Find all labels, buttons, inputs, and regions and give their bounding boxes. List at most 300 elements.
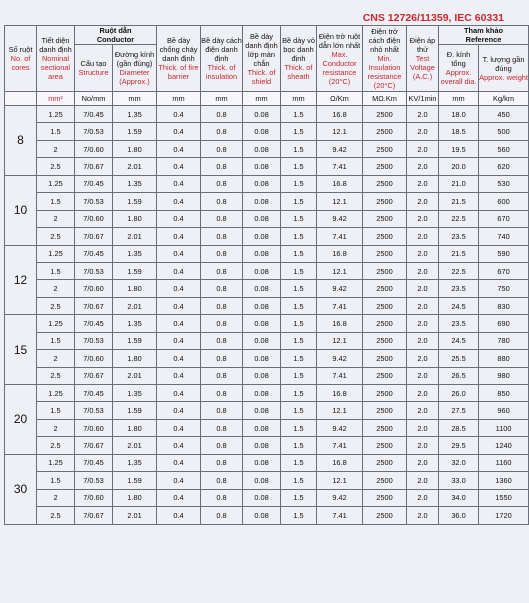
- table-cell: 1360: [479, 472, 529, 489]
- table-cell: 0.08: [243, 332, 281, 349]
- table-cell: 34.0: [439, 489, 479, 506]
- table-cell: 7/0.53: [75, 193, 113, 210]
- table-cell: 1.80: [113, 280, 157, 297]
- table-cell: 24.5: [439, 332, 479, 349]
- table-cell: 0.4: [157, 280, 201, 297]
- table-cell: 25.5: [439, 350, 479, 367]
- table-cell: 2.5: [37, 158, 75, 175]
- table-cell: 0.8: [201, 262, 243, 279]
- unit-cell: mm²: [37, 92, 75, 106]
- table-cell: 2500: [363, 385, 407, 402]
- table-cell: 1.25: [37, 385, 75, 402]
- table-cell: 20.0: [439, 158, 479, 175]
- table-cell: 1.5: [281, 280, 317, 297]
- table-cell: 0.08: [243, 350, 281, 367]
- table-cell: 0.8: [201, 489, 243, 506]
- table-cell: 1.5: [281, 262, 317, 279]
- header-conductor-resistance: Điện trở ruột dẫn lớn nhất Max. Conductor resistance (20°C): [317, 26, 363, 92]
- table-cell: 18.0: [439, 106, 479, 123]
- table-cell: 560: [479, 140, 529, 157]
- table-cell: 21.5: [439, 245, 479, 262]
- table-cell: 2500: [363, 507, 407, 524]
- table-cell: 1.5: [37, 123, 75, 140]
- table-cell: 7/0.45: [75, 385, 113, 402]
- table-cell: 28.5: [439, 419, 479, 436]
- table-cell: 9.42: [317, 140, 363, 157]
- table-cell: 7/0.67: [75, 507, 113, 524]
- unit-cell: mm: [281, 92, 317, 106]
- table-cell: 2: [37, 489, 75, 506]
- table-cell: 1.5: [281, 245, 317, 262]
- table-cell: 0.08: [243, 315, 281, 332]
- table-row: [5, 472, 529, 489]
- table-cell: 16.8: [317, 385, 363, 402]
- table-cell: 2.01: [113, 507, 157, 524]
- table-cell: 2500: [363, 315, 407, 332]
- table-cell: 2.0: [407, 106, 439, 123]
- table-cell: 0.08: [243, 419, 281, 436]
- table-cell: 12.1: [317, 472, 363, 489]
- table-cell: 0.4: [157, 507, 201, 524]
- table-cell: 36.0: [439, 507, 479, 524]
- table-cell: 2: [37, 419, 75, 436]
- table-cell: 1.5: [281, 437, 317, 454]
- table-cell: 0.08: [243, 437, 281, 454]
- table-cell: 590: [479, 245, 529, 262]
- table-cell: 0.08: [243, 228, 281, 245]
- table-cell: 2500: [363, 489, 407, 506]
- table-cell: 2500: [363, 158, 407, 175]
- table-cell: 26.0: [439, 385, 479, 402]
- units-row: [5, 92, 529, 106]
- table-cell: 1.5: [281, 193, 317, 210]
- header-sheath: Bề dày vỏ bọc danh định Thick. of sheath: [281, 26, 317, 92]
- table-cell: 1160: [479, 454, 529, 471]
- unit-cell: No/mm: [75, 92, 113, 106]
- table-cell: 0.08: [243, 454, 281, 471]
- table-cell: 2.5: [37, 507, 75, 524]
- table-cell: 0.08: [243, 472, 281, 489]
- table-cell: 7/0.60: [75, 419, 113, 436]
- table-row: [5, 228, 529, 245]
- table-cell: 16.8: [317, 454, 363, 471]
- table-cell: 0.4: [157, 123, 201, 140]
- unit-cell: KV/1min: [407, 92, 439, 106]
- header-insulation: Bề dày cách điện danh định Thick. of insulation: [201, 26, 243, 92]
- table-cell: 23.5: [439, 280, 479, 297]
- header-section: Tiết diện danh định Nominal sectional area: [37, 26, 75, 92]
- table-cell: 1.35: [113, 175, 157, 192]
- table-cell: 0.8: [201, 228, 243, 245]
- table-cell: 1.25: [37, 315, 75, 332]
- table-cell: 2500: [363, 297, 407, 314]
- table-cell: 18.5: [439, 123, 479, 140]
- unit-cell: mm: [439, 92, 479, 106]
- table-cell: 7/0.45: [75, 454, 113, 471]
- units-cell-blank: [5, 92, 37, 106]
- table-cell: 0.08: [243, 280, 281, 297]
- table-cell: 670: [479, 262, 529, 279]
- table-cell: 7/0.60: [75, 350, 113, 367]
- table-cell: 2.0: [407, 367, 439, 384]
- unit-cell: mm: [201, 92, 243, 106]
- table-cell: 960: [479, 402, 529, 419]
- table-cell: 7/0.45: [75, 106, 113, 123]
- table-cell: 1.5: [37, 472, 75, 489]
- unit-cell: mm: [243, 92, 281, 106]
- table-cell: 2500: [363, 454, 407, 471]
- header-overall-dia: Đ. kính tổng Approx. overall dia.: [439, 45, 479, 92]
- table-row: [5, 210, 529, 227]
- table-cell: 1.5: [281, 106, 317, 123]
- table-cell: 7.41: [317, 297, 363, 314]
- cores-count-cell: 8: [5, 106, 37, 176]
- table-cell: 0.8: [201, 280, 243, 297]
- unit-cell: mm: [113, 92, 157, 106]
- table-cell: 2.01: [113, 228, 157, 245]
- table-cell: 670: [479, 210, 529, 227]
- table-row: [5, 385, 529, 402]
- table-cell: 0.8: [201, 245, 243, 262]
- table-cell: 0.8: [201, 367, 243, 384]
- table-cell: 0.4: [157, 315, 201, 332]
- table-cell: 2500: [363, 245, 407, 262]
- standard-reference: CNS 12726/11359, IEC 60331: [362, 12, 504, 24]
- table-cell: 2500: [363, 332, 407, 349]
- table-cell: 1720: [479, 507, 529, 524]
- table-cell: 7/0.60: [75, 280, 113, 297]
- table-cell: 1.5: [281, 210, 317, 227]
- table-cell: 2500: [363, 350, 407, 367]
- table-cell: 1.35: [113, 245, 157, 262]
- table-cell: 780: [479, 332, 529, 349]
- table-cell: 0.8: [201, 210, 243, 227]
- table-cell: 750: [479, 280, 529, 297]
- table-cell: 0.4: [157, 367, 201, 384]
- table-cell: 2.01: [113, 158, 157, 175]
- table-cell: 0.4: [157, 350, 201, 367]
- table-row: [5, 175, 529, 192]
- table-row: [5, 437, 529, 454]
- unit-cell: Ω/Km: [317, 92, 363, 106]
- table-cell: 0.8: [201, 158, 243, 175]
- table-cell: 2.01: [113, 367, 157, 384]
- table-cell: 0.8: [201, 123, 243, 140]
- table-cell: 2500: [363, 123, 407, 140]
- table-cell: 2500: [363, 210, 407, 227]
- table-cell: 2.0: [407, 193, 439, 210]
- header-cores: Số ruột No. of cores: [5, 26, 37, 92]
- table-cell: 7/0.45: [75, 175, 113, 192]
- table-row: [5, 245, 529, 262]
- table-cell: 2.0: [407, 489, 439, 506]
- table-cell: 0.4: [157, 210, 201, 227]
- table-cell: 1.5: [281, 385, 317, 402]
- table-cell: 980: [479, 367, 529, 384]
- cores-count-cell: 30: [5, 454, 37, 524]
- table-row: [5, 350, 529, 367]
- table-cell: 9.42: [317, 210, 363, 227]
- unit-cell: MΩ.Km: [363, 92, 407, 106]
- table-cell: 2.0: [407, 402, 439, 419]
- header-insulation-resistance: Điện trở cách điện nhỏ nhất Min. Insulation resistance (20°C): [363, 26, 407, 92]
- table-cell: 2.0: [407, 350, 439, 367]
- table-cell: 16.8: [317, 175, 363, 192]
- table-cell: 1.80: [113, 140, 157, 157]
- table-cell: 7/0.53: [75, 123, 113, 140]
- table-cell: 0.8: [201, 175, 243, 192]
- cores-count-cell: 12: [5, 245, 37, 315]
- table-cell: 1.5: [281, 472, 317, 489]
- table-cell: 0.4: [157, 454, 201, 471]
- table-cell: 0.8: [201, 454, 243, 471]
- table-cell: 1.35: [113, 454, 157, 471]
- table-cell: 0.8: [201, 297, 243, 314]
- table-row: [5, 332, 529, 349]
- cable-spec-table: [4, 25, 529, 525]
- table-cell: 0.4: [157, 402, 201, 419]
- table-cell: 21.5: [439, 193, 479, 210]
- table-cell: 0.08: [243, 402, 281, 419]
- table-cell: 1.5: [281, 367, 317, 384]
- table-cell: 2500: [363, 437, 407, 454]
- table-cell: 2.0: [407, 158, 439, 175]
- table-cell: 2.0: [407, 437, 439, 454]
- cores-count-cell: 15: [5, 315, 37, 385]
- table-cell: 1.5: [281, 350, 317, 367]
- table-cell: 9.42: [317, 280, 363, 297]
- table-cell: 7.41: [317, 507, 363, 524]
- table-cell: 2500: [363, 472, 407, 489]
- table-cell: 0.4: [157, 489, 201, 506]
- table-cell: 1.5: [37, 402, 75, 419]
- table-cell: 0.4: [157, 262, 201, 279]
- table-row: [5, 193, 529, 210]
- table-row: [5, 262, 529, 279]
- table-cell: 2500: [363, 106, 407, 123]
- table-cell: 0.8: [201, 332, 243, 349]
- table-cell: 0.8: [201, 140, 243, 157]
- table-cell: 0.08: [243, 123, 281, 140]
- table-cell: 2.0: [407, 262, 439, 279]
- table-cell: 2: [37, 210, 75, 227]
- table-cell: 0.08: [243, 385, 281, 402]
- table-cell: 1.25: [37, 245, 75, 262]
- table-cell: 740: [479, 228, 529, 245]
- table-cell: 830: [479, 297, 529, 314]
- table-cell: 21.0: [439, 175, 479, 192]
- table-cell: 16.8: [317, 315, 363, 332]
- header-diameter: Đường kính (gần đúng) Diameter (Approx.): [113, 45, 157, 92]
- table-cell: 2.0: [407, 280, 439, 297]
- table-cell: 12.1: [317, 123, 363, 140]
- table-cell: 1.5: [37, 262, 75, 279]
- table-cell: 7/0.60: [75, 489, 113, 506]
- cores-count-cell: 20: [5, 385, 37, 455]
- table-cell: 1.59: [113, 402, 157, 419]
- table-cell: 620: [479, 158, 529, 175]
- table-cell: 22.5: [439, 262, 479, 279]
- table-cell: 0.08: [243, 106, 281, 123]
- table-cell: 2.0: [407, 297, 439, 314]
- table-cell: 24.5: [439, 297, 479, 314]
- table-cell: 7.41: [317, 158, 363, 175]
- table-cell: 0.4: [157, 228, 201, 245]
- table-row: [5, 106, 529, 123]
- table-cell: 1.5: [281, 228, 317, 245]
- table-cell: 530: [479, 175, 529, 192]
- table-cell: 2.0: [407, 332, 439, 349]
- table-cell: 2.0: [407, 245, 439, 262]
- table-cell: 0.08: [243, 297, 281, 314]
- table-cell: 1.35: [113, 385, 157, 402]
- table-cell: 1.5: [37, 193, 75, 210]
- table-cell: 1.80: [113, 489, 157, 506]
- table-cell: 7/0.67: [75, 367, 113, 384]
- table-cell: 23.5: [439, 228, 479, 245]
- table-cell: 7/0.67: [75, 297, 113, 314]
- table-cell: 2500: [363, 140, 407, 157]
- table-cell: 2.0: [407, 228, 439, 245]
- table-cell: 9.42: [317, 419, 363, 436]
- table-cell: 1.59: [113, 332, 157, 349]
- table-cell: 1.35: [113, 315, 157, 332]
- table-cell: 0.4: [157, 245, 201, 262]
- table-cell: 0.8: [201, 472, 243, 489]
- table-cell: 2.0: [407, 472, 439, 489]
- table-cell: 2.0: [407, 507, 439, 524]
- table-cell: 0.08: [243, 175, 281, 192]
- table-cell: 7.41: [317, 367, 363, 384]
- table-cell: 0.4: [157, 193, 201, 210]
- table-cell: 29.5: [439, 437, 479, 454]
- table-cell: 7/0.67: [75, 228, 113, 245]
- table-cell: 0.08: [243, 507, 281, 524]
- table-row: [5, 454, 529, 471]
- table-cell: 2.5: [37, 297, 75, 314]
- table-row: [5, 280, 529, 297]
- table-cell: 7/0.53: [75, 262, 113, 279]
- table-cell: 2.01: [113, 437, 157, 454]
- table-cell: 12.1: [317, 402, 363, 419]
- table-cell: 0.4: [157, 106, 201, 123]
- table-cell: 2500: [363, 193, 407, 210]
- table-row: [5, 140, 529, 157]
- table-cell: 1.80: [113, 419, 157, 436]
- table-cell: 1100: [479, 419, 529, 436]
- table-cell: 7/0.60: [75, 210, 113, 227]
- table-cell: 1.5: [281, 489, 317, 506]
- table-row: [5, 158, 529, 175]
- table-cell: 0.8: [201, 507, 243, 524]
- table-cell: 2: [37, 140, 75, 157]
- table-cell: 7/0.45: [75, 315, 113, 332]
- table-cell: 2500: [363, 419, 407, 436]
- table-cell: 0.4: [157, 297, 201, 314]
- table-cell: 1.5: [281, 402, 317, 419]
- table-cell: 9.42: [317, 489, 363, 506]
- header-weight: T. lượng gần đúng Approx. weight: [479, 45, 529, 92]
- table-cell: 7/0.45: [75, 245, 113, 262]
- table-cell: 2500: [363, 367, 407, 384]
- table-cell: 0.08: [243, 367, 281, 384]
- table-cell: 1.5: [281, 315, 317, 332]
- unit-cell: mm: [157, 92, 201, 106]
- table-cell: 850: [479, 385, 529, 402]
- table-cell: 1.5: [281, 419, 317, 436]
- table-cell: 0.08: [243, 158, 281, 175]
- table-cell: 1.59: [113, 193, 157, 210]
- table-cell: 9.42: [317, 350, 363, 367]
- table-cell: 0.4: [157, 472, 201, 489]
- table-cell: 1.80: [113, 210, 157, 227]
- table-cell: 1.59: [113, 472, 157, 489]
- table-cell: 16.8: [317, 245, 363, 262]
- table-cell: 1.5: [281, 297, 317, 314]
- table-cell: 1.25: [37, 454, 75, 471]
- table-cell: 2.5: [37, 437, 75, 454]
- table-cell: 2.0: [407, 419, 439, 436]
- table-cell: 0.8: [201, 419, 243, 436]
- table-cell: 600: [479, 193, 529, 210]
- table-cell: 0.8: [201, 402, 243, 419]
- table-row: [5, 315, 529, 332]
- table-cell: 1.59: [113, 262, 157, 279]
- table-row: [5, 123, 529, 140]
- table-cell: 12.1: [317, 193, 363, 210]
- table-cell: 1.5: [281, 175, 317, 192]
- table-cell: 0.4: [157, 437, 201, 454]
- table-row: [5, 367, 529, 384]
- table-cell: 7/0.53: [75, 472, 113, 489]
- table-cell: 0.4: [157, 175, 201, 192]
- table-cell: 2.5: [37, 367, 75, 384]
- table-cell: 7/0.53: [75, 332, 113, 349]
- table-cell: 33.0: [439, 472, 479, 489]
- table-row: [5, 297, 529, 314]
- table-cell: 0.8: [201, 193, 243, 210]
- table-cell: 0.08: [243, 245, 281, 262]
- table-cell: 7.41: [317, 437, 363, 454]
- table-cell: 7.41: [317, 228, 363, 245]
- table-cell: 0.08: [243, 489, 281, 506]
- header-shield: Bề dày danh định lớp màn chắn Thick. of shield: [243, 26, 281, 92]
- table-cell: 2.01: [113, 297, 157, 314]
- table-cell: 2500: [363, 262, 407, 279]
- table-cell: 12.1: [317, 262, 363, 279]
- table-cell: 7/0.67: [75, 158, 113, 175]
- table-cell: 0.8: [201, 437, 243, 454]
- table-cell: 1.35: [113, 106, 157, 123]
- table-cell: 7/0.67: [75, 437, 113, 454]
- unit-cell: Kg/km: [479, 92, 529, 106]
- table-cell: 0.8: [201, 385, 243, 402]
- header-reference: Tham khảo Reference: [439, 26, 529, 45]
- table-cell: 1.5: [37, 332, 75, 349]
- table-cell: 1.5: [281, 454, 317, 471]
- table-cell: 2.0: [407, 175, 439, 192]
- table-cell: 2.0: [407, 315, 439, 332]
- table-cell: 7/0.60: [75, 140, 113, 157]
- table-cell: 0.4: [157, 158, 201, 175]
- table-cell: 1.59: [113, 123, 157, 140]
- header-conductor: Ruột dẫn Conductor: [75, 26, 157, 45]
- table-cell: 450: [479, 106, 529, 123]
- table-cell: 1.25: [37, 106, 75, 123]
- table-cell: 0.08: [243, 193, 281, 210]
- table-cell: 0.08: [243, 262, 281, 279]
- table-cell: 1.25: [37, 175, 75, 192]
